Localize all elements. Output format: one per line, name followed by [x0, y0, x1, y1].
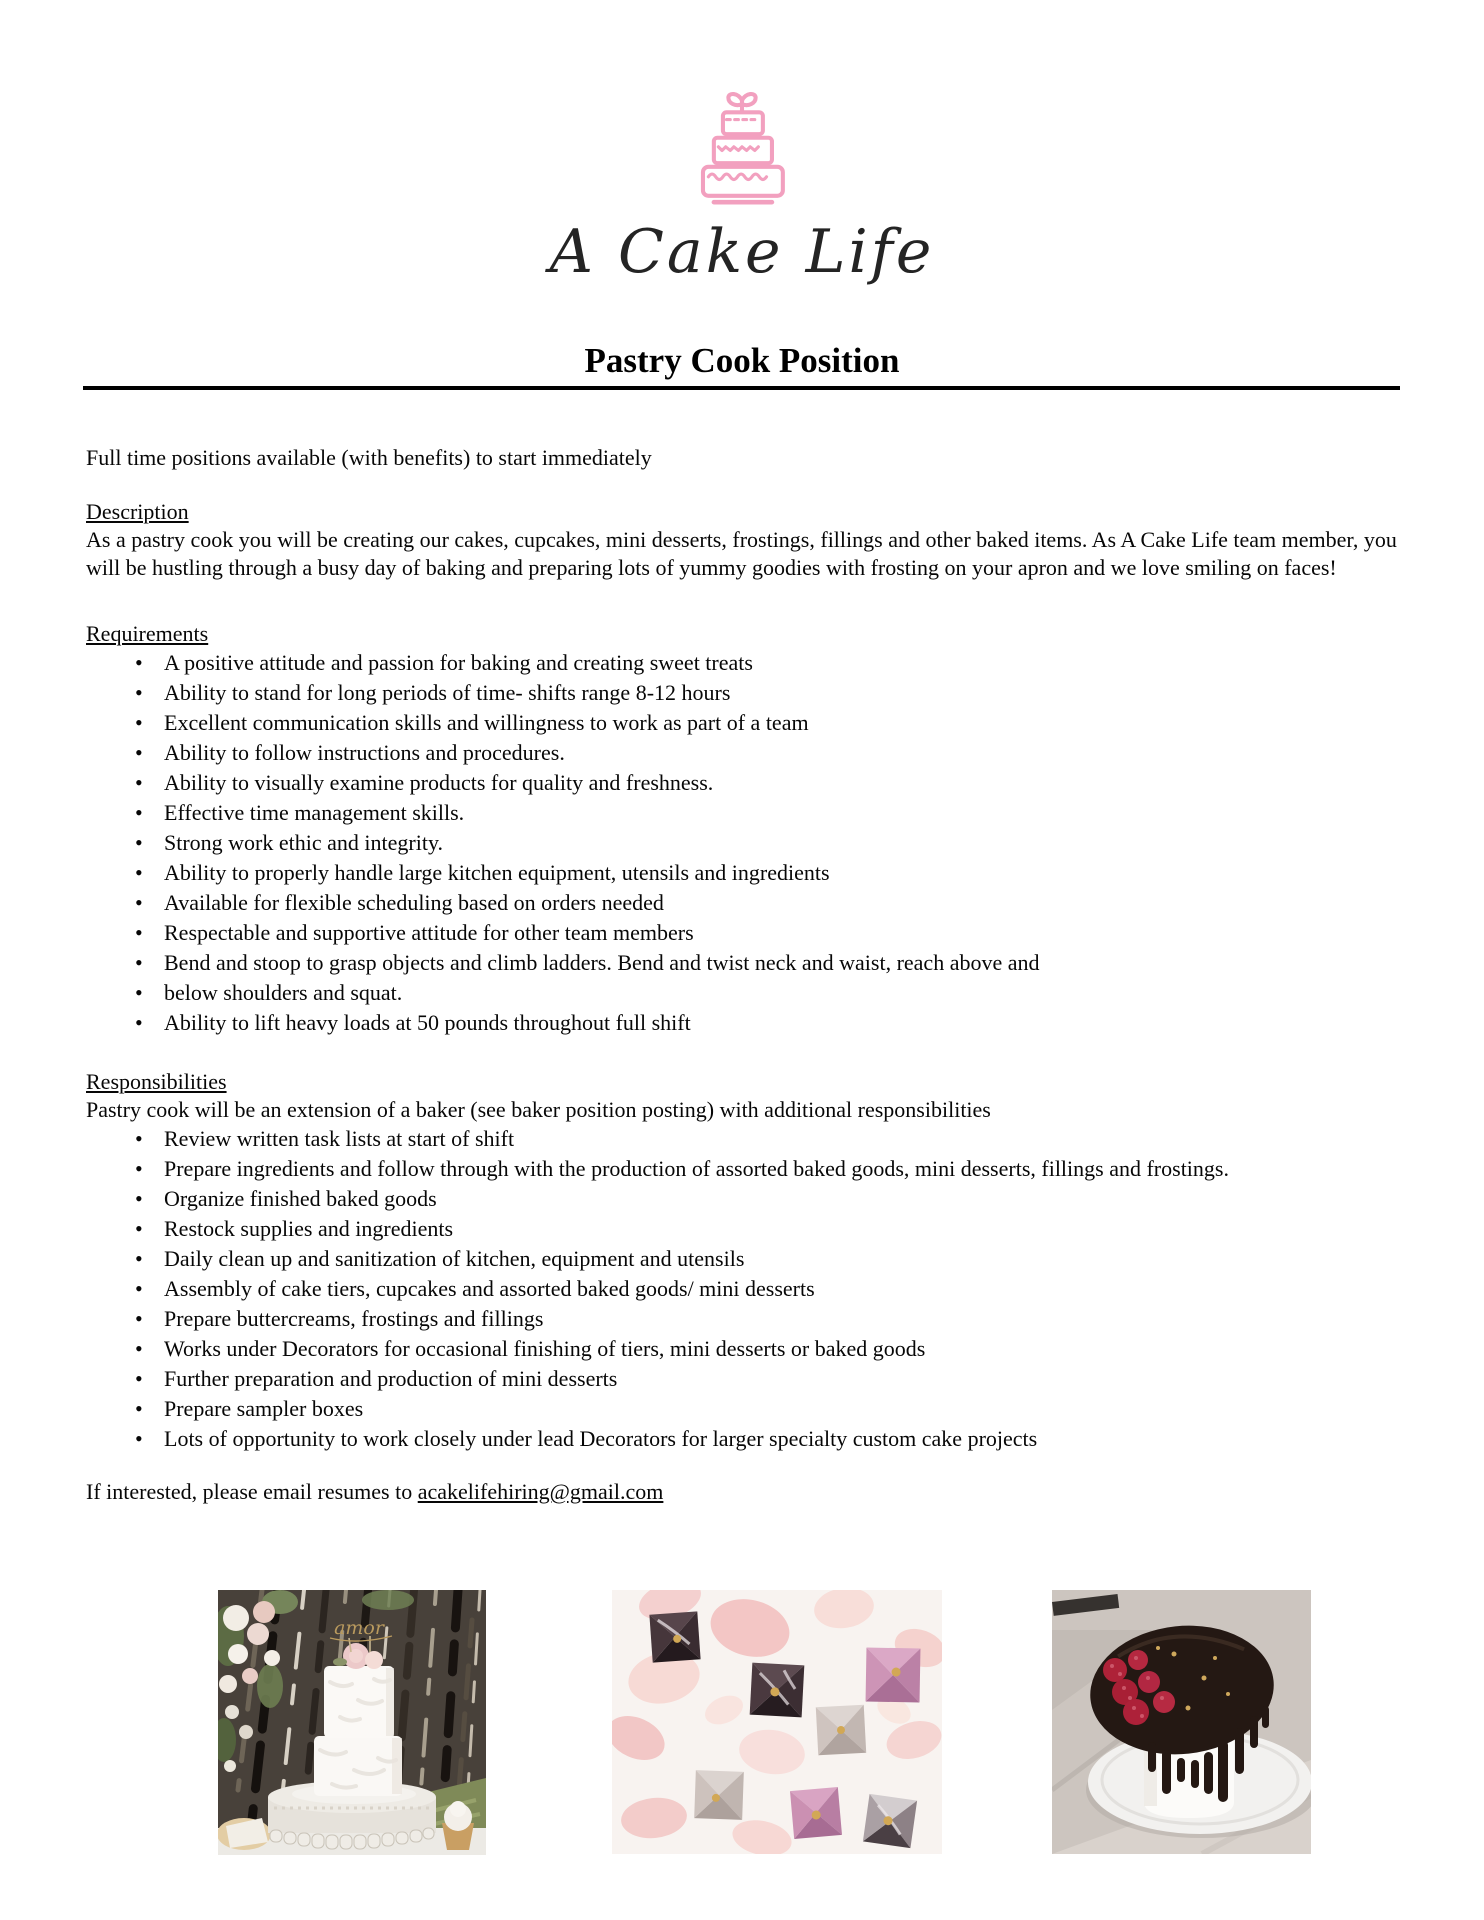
- requirement-item: • Effective time management skills.: [86, 798, 1400, 828]
- logo-block: [0, 0, 1484, 299]
- description-heading: Description: [86, 499, 189, 524]
- responsibility-item: • Review written task lists at start of shift: [86, 1124, 1400, 1154]
- description-paragraph: As a pastry cook you will be creating our cakes, cupcakes, mini desserts, frostings, fillings and other baked items. As A Cake Life team member, you will be hustling through a busy day of baking and preparing lots of yummy goodies with frosting on your apron and we love smiling on faces!: [86, 527, 1397, 580]
- requirement-item: • Ability to follow instructions and procedures.: [86, 738, 1400, 768]
- requirement-item: • Excellent communication skills and willingness to work as part of a team: [86, 708, 1400, 738]
- photo-row: [0, 1590, 1484, 1855]
- requirements-list: [86, 648, 1400, 1038]
- title-divider: [83, 386, 1400, 390]
- chocolate-drip-cake-photo: [1052, 1590, 1311, 1854]
- gem-chocolates-photo: [612, 1590, 942, 1854]
- responsibility-item: • Prepare sampler boxes: [86, 1394, 1400, 1424]
- requirements-heading: Requirements: [86, 621, 209, 646]
- page-title: Pastry Cook Position: [584, 341, 900, 380]
- responsibilities-list: [86, 1124, 1400, 1454]
- responsibilities-lead: Pastry cook will be an extension of a baker (see baker position posting) with additional responsibilities: [86, 1097, 991, 1122]
- responsibility-item: • Works under Decorators for occasional finishing of tiers, mini desserts or baked goods: [86, 1334, 1400, 1364]
- requirement-item: • A positive attitude and passion for baking and creating sweet treats: [86, 648, 1400, 678]
- requirement-item: • below shoulders and squat.: [86, 978, 1400, 1008]
- document-body: [86, 444, 1400, 1506]
- responsibility-item: • Organize finished baked goods: [86, 1184, 1400, 1214]
- requirement-item: • Ability to properly handle large kitchen equipment, utensils and ingredients: [86, 858, 1400, 888]
- requirement-item: • Ability to lift heavy loads at 50 pounds throughout full shift: [86, 1008, 1400, 1038]
- requirement-item: • Respectable and supportive attitude for other team members: [86, 918, 1400, 948]
- email-link[interactable]: acakelifehiring@gmail.com: [417, 1479, 664, 1504]
- requirement-item: • Available for flexible scheduling based on orders needed: [86, 888, 1400, 918]
- responsibility-item: • Restock supplies and ingredients: [86, 1214, 1400, 1244]
- tiered-cake-heart-icon: [683, 84, 801, 206]
- requirement-item: • Strong work ethic and integrity.: [86, 828, 1400, 858]
- requirement-item: • Bend and stoop to grasp objects and climb ladders. Bend and twist neck and waist, reach above and: [86, 948, 1400, 978]
- requirement-item: • Ability to visually examine products for quality and freshness.: [86, 768, 1400, 798]
- responsibility-item: • Prepare buttercreams, frostings and fillings: [86, 1304, 1400, 1334]
- intro-line: Full time positions available (with benefits) to start immediately: [86, 445, 652, 470]
- brand-name: A Cake Life: [549, 217, 935, 287]
- cake-topper-text: amor: [334, 1617, 384, 1639]
- responsibility-item: • Assembly of cake tiers, cupcakes and assorted baked goods/ mini desserts: [86, 1274, 1400, 1304]
- responsibility-item: • Daily clean up and sanitization of kitchen, equipment and utensils: [86, 1244, 1400, 1274]
- responsibilities-heading: Responsibilities: [86, 1069, 227, 1094]
- wedding-cake-photo: [218, 1590, 486, 1855]
- responsibility-item: • Prepare ingredients and follow through with the production of assorted baked goods, mini desserts, fillings and frostings.: [86, 1154, 1400, 1184]
- responsibility-item: • Lots of opportunity to work closely under lead Decorators for larger specialty custom cake projects: [86, 1424, 1400, 1454]
- responsibility-item: • Further preparation and production of mini desserts: [86, 1364, 1400, 1394]
- contact-line: [86, 1478, 1400, 1506]
- requirement-item: • Ability to stand for long periods of time- shifts range 8-12 hours: [86, 678, 1400, 708]
- contact-prefix: If interested, please email resumes to: [86, 1479, 418, 1504]
